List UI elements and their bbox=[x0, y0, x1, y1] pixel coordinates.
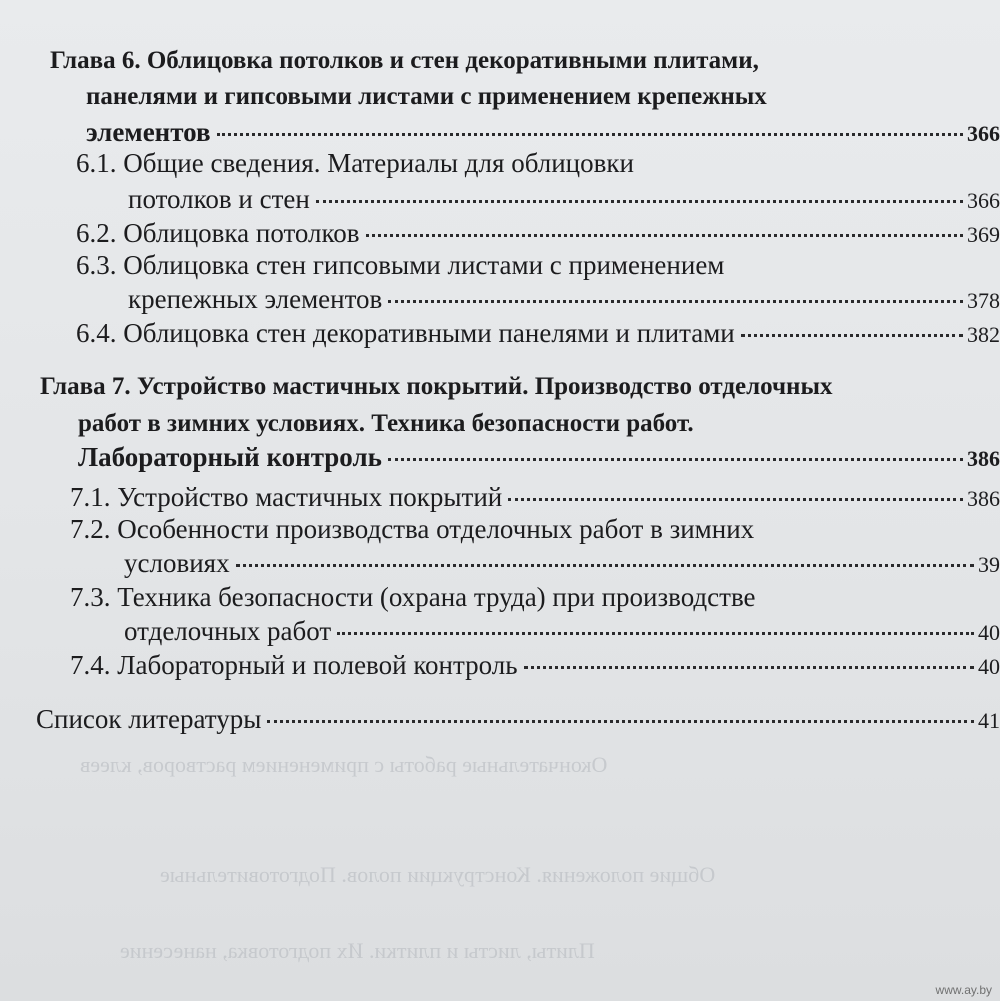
section-6-3-entry[interactable] bbox=[128, 282, 1000, 318]
page-number: 40 bbox=[978, 620, 1000, 645]
page-number: 369 bbox=[967, 222, 1000, 247]
bleed-through-text: Общие положения. Конструкции полов. Подготовительные bbox=[160, 862, 716, 887]
dot-leader bbox=[217, 133, 963, 136]
page-number: 40 bbox=[978, 654, 1000, 679]
chapter-7-entry[interactable] bbox=[78, 440, 1000, 476]
section-6-4-entry[interactable] bbox=[76, 316, 1000, 352]
dot-leader bbox=[316, 200, 963, 203]
dot-leader bbox=[366, 234, 963, 237]
page-number: 378 bbox=[967, 288, 1000, 313]
dot-leader bbox=[741, 334, 963, 337]
section-7-4-title: 7.4. Лабораторный и полевой контроль bbox=[70, 650, 518, 680]
section-6-1-entry[interactable] bbox=[128, 182, 1000, 218]
section-6-4-title: 6.4. Облицовка стен декоративными панелями и плитами bbox=[76, 318, 735, 348]
dot-leader bbox=[267, 720, 974, 723]
section-7-1-entry[interactable] bbox=[70, 480, 1000, 516]
dot-leader bbox=[337, 632, 974, 635]
section-7-2-entry[interactable] bbox=[124, 546, 1000, 582]
page-number: 382 bbox=[967, 322, 1000, 347]
page-number: 39 bbox=[978, 552, 1000, 577]
page-number: 386 bbox=[967, 446, 1000, 471]
section-6-2-title: 6.2. Облицовка потолков bbox=[76, 218, 360, 248]
section-6-3-line-2: крепежных элементов bbox=[128, 284, 383, 314]
page-number: 41 bbox=[978, 708, 1000, 733]
section-7-1-title: 7.1. Устройство мастичных покрытий bbox=[70, 482, 503, 512]
chapter-7-heading-line-2: работ в зимних условиях. Техника безопасности работ. bbox=[78, 410, 694, 437]
chapter-7-heading-line-1: Глава 7. Устройство мастичных покрытий. Производство отделочных bbox=[40, 373, 833, 400]
section-7-3-line-2: отделочных работ bbox=[124, 616, 332, 646]
section-6-1-line-1: 6.1. Общие сведения. Материалы для облицовки bbox=[76, 148, 634, 178]
dot-leader bbox=[388, 300, 963, 303]
chapter-6-heading-line-1: Глава 6. Облицовка потолков и стен декоративными плитами, bbox=[50, 47, 759, 74]
chapter-6-heading-line-3: элементов bbox=[86, 117, 211, 147]
bibliography-title: Список литературы bbox=[36, 704, 262, 734]
dot-leader bbox=[236, 564, 974, 567]
section-7-2-line-2: условиях bbox=[124, 548, 230, 578]
page-number: 366 bbox=[967, 188, 1000, 213]
dot-leader bbox=[388, 458, 963, 461]
page-number: 366 bbox=[967, 121, 1000, 146]
section-6-3-line-1: 6.3. Облицовка стен гипсовыми листами с применением bbox=[76, 250, 725, 280]
section-6-1-line-2: потолков и стен bbox=[128, 184, 310, 214]
chapter-7-heading-line-3: Лабораторный контроль bbox=[78, 442, 382, 472]
page-number: 386 bbox=[967, 486, 1000, 511]
bibliography-entry[interactable] bbox=[36, 702, 1000, 738]
section-7-4-entry[interactable] bbox=[70, 648, 1000, 684]
section-7-3-line-1: 7.3. Техника безопасности (охрана труда) при производстве bbox=[70, 582, 756, 612]
bleed-through-text: Плиты, листы и плитки. Их подготовка, нанесение bbox=[120, 938, 595, 963]
dot-leader bbox=[508, 498, 963, 501]
section-7-2-line-1: 7.2. Особенности производства отделочных работ в зимних bbox=[70, 514, 755, 544]
section-6-2-entry[interactable] bbox=[76, 216, 1000, 252]
section-7-3-entry[interactable] bbox=[124, 614, 1000, 650]
chapter-6-heading-line-2: панелями и гипсовыми листами с применением крепежных bbox=[86, 83, 767, 110]
watermark-text: www.ay.by bbox=[935, 983, 992, 997]
dot-leader bbox=[524, 666, 974, 669]
bleed-through-text: Окончательные работы с применением растворов, клеев bbox=[80, 752, 608, 777]
